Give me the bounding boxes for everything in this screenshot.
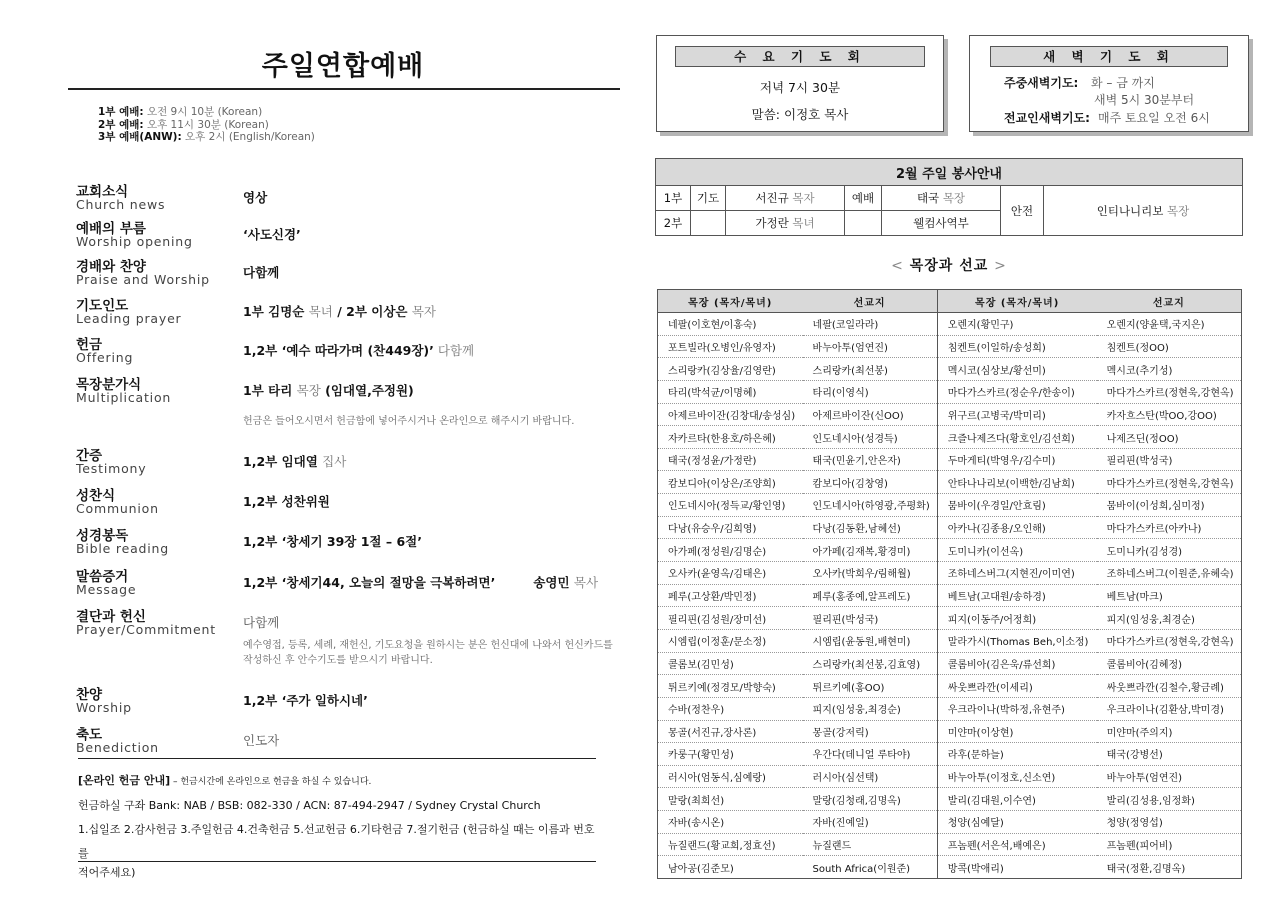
service-time-3: 3부 예배(ANW): 오후 2시 (English/Korean) bbox=[98, 131, 315, 143]
cell-mission-field: 마다가스카르(정현욱,강현옥) bbox=[1097, 471, 1242, 494]
cell-group: 캄보디아(이상은/조양희) bbox=[658, 471, 803, 494]
table-row: 2부 가정란 목녀 웰컴사역부 bbox=[656, 211, 1243, 236]
cell-mission-field: 마다가스카르(정현욱,강현옥) bbox=[1097, 380, 1242, 403]
table-row bbox=[658, 697, 1242, 720]
table-row bbox=[658, 652, 1242, 675]
cell-group: 우크라이나(박하정,유현주) bbox=[937, 697, 1096, 720]
order-item-korean: 찬양 bbox=[76, 687, 103, 703]
cell-mission-field: 발리(김성용,임정화) bbox=[1097, 788, 1242, 811]
offering-types: 1.십일조 2.감사헌금 3.주일헌금 4.건축헌금 5.선교헌금 6.기타헌금 7.절기헌금 (헌금하실 때는 이름과 번호를 bbox=[78, 823, 595, 860]
cell-mission-field: 타리(이영식) bbox=[803, 380, 938, 403]
cell-group: 남아공(김준모) bbox=[658, 856, 803, 879]
order-item-korean: 축도 bbox=[76, 727, 103, 743]
cell-mission-field: 우크라이나(김환삼,박미경) bbox=[1097, 697, 1242, 720]
cell-mission-field: 피지(임성웅,최경순) bbox=[803, 697, 938, 720]
cell-mission-field: 아제르바이잔(신OO) bbox=[803, 403, 938, 426]
cell-group: 필리핀(김성원/장미선) bbox=[658, 607, 803, 630]
mission-header-cell: 목장 (목자/목녀) bbox=[658, 290, 803, 313]
cell-mission-field: 청양(정영섭) bbox=[1097, 811, 1242, 834]
cell-group: 포트빌라(오병인/유영자) bbox=[658, 335, 803, 358]
cell-mission-field: 피지(임성웅,최경순) bbox=[1097, 607, 1242, 630]
cell-group: 아가페(정성원/김명순) bbox=[658, 539, 803, 562]
dawn-prayer-box bbox=[969, 35, 1249, 132]
cell-group: 자바(송시온) bbox=[658, 811, 803, 834]
cell-mission-field: 페루(홍종예,알프레도) bbox=[803, 584, 938, 607]
table-row bbox=[658, 539, 1242, 562]
online-offering-heading: [온라인 헌금 안내] – 헌금시간에 온라인으로 헌금을 하실 수 있습니다. bbox=[78, 774, 372, 787]
cell-group: 프놈펜(서은석,배예은) bbox=[937, 833, 1096, 856]
cell-mission-field: 콜롬비아(김혜정) bbox=[1097, 652, 1242, 675]
wednesday-prayer-box bbox=[656, 35, 944, 132]
cell-mission-field: 마다가스카르(아카나) bbox=[1097, 516, 1242, 539]
mission-header-cell: 목장 (목자/목녀) bbox=[937, 290, 1096, 313]
order-item-english: Leading prayer bbox=[76, 311, 182, 326]
order-item-english: Benediction bbox=[76, 740, 159, 755]
cell-group: 아제르바이잔(김창대/송성심) bbox=[658, 403, 803, 426]
cell-group: 페루(고상환/박민정) bbox=[658, 584, 803, 607]
table-row bbox=[658, 675, 1242, 698]
cell-group: 뭄바이(우경일/안효림) bbox=[937, 494, 1096, 517]
mission-table bbox=[657, 289, 1242, 879]
mission-header-cell: 선교지 bbox=[803, 290, 938, 313]
cell-mission-field: 다낭(김동환,남혜선) bbox=[803, 516, 938, 539]
table-row bbox=[658, 584, 1242, 607]
table-row bbox=[658, 833, 1242, 856]
table-row bbox=[658, 743, 1242, 766]
order-item-detail: 1,2부 ‘창세기 39장 1절 – 6절’ bbox=[243, 534, 422, 549]
table-row bbox=[658, 335, 1242, 358]
cell-group: 안타나나리보(이백한/김남희) bbox=[937, 471, 1096, 494]
cell-group: 조하네스버그(지현진/이미연) bbox=[937, 562, 1096, 585]
cell-mission-field: 캄보디아(김창영) bbox=[803, 471, 938, 494]
order-item-korean: 경배와 찬양 bbox=[76, 259, 146, 275]
cell-group: 베트남(고대원/송하경) bbox=[937, 584, 1096, 607]
cell-mission-field: 말랑(김청래,김명옥) bbox=[803, 788, 938, 811]
service-schedule-title: 2월 주일 봉사안내 bbox=[656, 159, 1243, 186]
service-time-1: 1부 예배: 오전 9시 10분 (Korean) bbox=[98, 106, 263, 118]
cell-mission-field: 인도네시아(성경득) bbox=[803, 426, 938, 449]
cell-mission-field: 오사카(박희우/림해월) bbox=[803, 562, 938, 585]
order-item-english: Prayer/Commitment bbox=[76, 622, 216, 637]
cell-mission-field: 멕시코(추기성) bbox=[1097, 358, 1242, 381]
order-item-english: Bible reading bbox=[76, 541, 169, 556]
wednesday-prayer-time: 저녁 7시 30분 bbox=[759, 80, 841, 95]
table-row bbox=[658, 471, 1242, 494]
all-church-dawn-time: 매주 토요일 오전 6시 bbox=[1098, 111, 1210, 125]
wednesday-prayer-message: 말씀: 이정호 목사 bbox=[751, 107, 849, 122]
cell-mission-field: 나제즈딘(정OO) bbox=[1097, 426, 1242, 449]
table-row bbox=[658, 562, 1242, 585]
cell-mission-field: 마다가스카르(정현욱,강현옥) bbox=[1097, 629, 1242, 652]
cell-mission-field: 바누아투(엄연진) bbox=[1097, 765, 1242, 788]
table-row bbox=[658, 607, 1242, 630]
cell-group: 침켄트(이일하/송성희) bbox=[937, 335, 1096, 358]
cell-mission-field: 태국(강병선) bbox=[1097, 743, 1242, 766]
cell-group: 오사카(윤영옥/김태은) bbox=[658, 562, 803, 585]
cell-mission-field: 우간다(데니얼 루타야) bbox=[803, 743, 938, 766]
cell-group: 튀르키예(정경모/박향숙) bbox=[658, 675, 803, 698]
weekday-dawn-label: 주중새벽기도: bbox=[1004, 76, 1079, 90]
cell-mission-field: 시엠립(윤동원,배현미) bbox=[803, 629, 938, 652]
cell-group: 멕시코(심상보/황선미) bbox=[937, 358, 1096, 381]
order-item-detail: 인도자 bbox=[243, 733, 280, 748]
order-item-english: Praise and Worship bbox=[76, 272, 210, 287]
order-item-detail: 다함께 bbox=[243, 265, 280, 280]
cell-group: 방콕(박애리) bbox=[937, 856, 1096, 879]
cell-mission-field: 카자흐스탄(박OO,강OO) bbox=[1097, 403, 1242, 426]
mission-table-header bbox=[658, 290, 1242, 313]
weekday-dawn-days: 화 – 금 까지 bbox=[1091, 76, 1155, 90]
order-item-english: Offering bbox=[76, 350, 134, 365]
order-item-detail: ‘사도신경’ bbox=[243, 227, 301, 242]
cell-mission-field: 스리랑카(최선봉) bbox=[803, 358, 938, 381]
order-item-korean: 결단과 헌신 bbox=[76, 609, 146, 625]
cell-group: 도미니카(이선옥) bbox=[937, 539, 1096, 562]
cell-group: 콜롬비아(김은욱/류선희) bbox=[937, 652, 1096, 675]
page-title: 주일연합예배 bbox=[261, 51, 425, 82]
cell-mission-field: 몽골(강저릭) bbox=[803, 720, 938, 743]
table-row bbox=[658, 516, 1242, 539]
order-item-english: Church news bbox=[76, 197, 166, 212]
cell-mission-field: 미얀마(주의지) bbox=[1097, 720, 1242, 743]
cell-mission-field: 뭄바이(이성희,심미정) bbox=[1097, 494, 1242, 517]
cell-group: 미얀마(이상현) bbox=[937, 720, 1096, 743]
cell-mission-field: 태국(정환,김명옥) bbox=[1097, 856, 1242, 879]
cell-group: 아카나(김종용/오인해) bbox=[937, 516, 1096, 539]
order-item-detail: 1,2부 ‘창세기44, 오늘의 절망을 극복하려면’ 송영민 목사 bbox=[243, 575, 599, 590]
cell-group: 라후(문하늘) bbox=[937, 743, 1096, 766]
service-times bbox=[98, 106, 315, 144]
cell-group: 위구르(고병국/박미리) bbox=[937, 403, 1096, 426]
table-row bbox=[658, 380, 1242, 403]
cell-group: 말랑(최희선) bbox=[658, 788, 803, 811]
order-item-english: Multiplication bbox=[76, 390, 172, 405]
cell-group: 스리랑카(김상율/김영란) bbox=[658, 358, 803, 381]
cell-mission-field: 필리핀(박성국) bbox=[1097, 448, 1242, 471]
order-item-english: Testimony bbox=[76, 461, 147, 476]
table-row bbox=[658, 765, 1242, 788]
mission-header-cell: 선교지 bbox=[1097, 290, 1242, 313]
cell-mission-field: 싸웃쁘라깐(김철수,황금례) bbox=[1097, 675, 1242, 698]
cell-group: 수바(정찬우) bbox=[658, 697, 803, 720]
cell-group: 오렌지(황민구) bbox=[937, 313, 1096, 336]
order-item-detail: 영상 bbox=[243, 190, 268, 205]
cell-group: 러시아(엄동식,심예랑) bbox=[658, 765, 803, 788]
order-item-english: Communion bbox=[76, 501, 159, 516]
cell-group: 콜롬보(김민성) bbox=[658, 652, 803, 675]
offering-note: 헌금은 들어오시면서 헌금함에 넣어주시거나 온라인으로 해주시기 바랍니다. bbox=[243, 416, 575, 427]
cell-mission-field: 튀르키예(홍OO) bbox=[803, 675, 938, 698]
table-row bbox=[658, 788, 1242, 811]
cell-mission-field: 도미니카(김성경) bbox=[1097, 539, 1242, 562]
cell-group: 카룽구(황민성) bbox=[658, 743, 803, 766]
weekday-dawn-time: 새벽 5시 30분부터 bbox=[1094, 93, 1195, 107]
online-offering-info bbox=[78, 758, 596, 879]
table-row bbox=[658, 403, 1242, 426]
table-row: 1부 기도 서진규 목자 예배 태국 목장 안전 인티나니리보 목장 bbox=[656, 186, 1243, 211]
table-row bbox=[658, 629, 1242, 652]
cell-group: 자카르타(한용호/하은혜) bbox=[658, 426, 803, 449]
cell-group: 몽골(서진규,장사론) bbox=[658, 720, 803, 743]
table-row bbox=[658, 856, 1242, 879]
order-item-english: Message bbox=[76, 582, 137, 597]
cell-group: 싸웃쁘라깐(이세리) bbox=[937, 675, 1096, 698]
cell-group: 청양(심예달) bbox=[937, 811, 1096, 834]
cell-mission-field: 아가페(김재복,황경미) bbox=[803, 539, 938, 562]
cell-mission-field: 침켄트(정OO) bbox=[1097, 335, 1242, 358]
order-item-detail: 1부 타리 목장 (임대열,주정원) bbox=[243, 383, 414, 398]
cell-group: 네팔(이호현/이홍숙) bbox=[658, 313, 803, 336]
cell-mission-field: 오렌지(양윤택,국지은) bbox=[1097, 313, 1242, 336]
order-item-korean: 말씀증거 bbox=[76, 569, 129, 585]
table-row bbox=[658, 313, 1242, 336]
order-item-korean: 예배의 부름 bbox=[76, 221, 146, 237]
service-time-2: 2부 예배: 오후 11시 30분 (Korean) bbox=[98, 118, 269, 131]
order-item-korean: 헌금 bbox=[76, 337, 103, 353]
cell-mission-field: 러시아(심선택) bbox=[803, 765, 938, 788]
table-row bbox=[658, 358, 1242, 381]
service-schedule-table bbox=[655, 158, 1243, 236]
commitment-note: 예수영접, 등록, 세례, 재헌신, 기도요청을 원하시는 분은 헌신대에 나와서 헌신카드를 작성하신 후 안수기도를 받으시기 바랍니다. bbox=[243, 640, 613, 666]
cell-group: 다낭(유승우/김희영) bbox=[658, 516, 803, 539]
cell-mission-field: 네팔(코일라라) bbox=[803, 313, 938, 336]
table-row bbox=[658, 426, 1242, 449]
cell-mission-field: 스리랑카(최선봉,김효영) bbox=[803, 652, 938, 675]
order-item-detail: 다함께 bbox=[243, 615, 280, 630]
cell-group: 마다가스카르(정순우/한송이) bbox=[937, 380, 1096, 403]
table-row bbox=[658, 494, 1242, 517]
bank-account: 헌금하실 구좌 Bank: NAB / BSB: 082-330 / ACN: 87-494-2947 / Sydney Crystal Church bbox=[78, 799, 541, 812]
cell-group: 발리(김대원,이수연) bbox=[937, 788, 1096, 811]
cell-group: 두마게티(박영우/김수미) bbox=[937, 448, 1096, 471]
order-item-detail: 1,2부 임대열 집사 bbox=[243, 454, 347, 469]
cell-mission-field: 바누아투(엄연진) bbox=[803, 335, 938, 358]
cell-mission-field: 필리핀(박성국) bbox=[803, 607, 938, 630]
order-item-korean: 기도인도 bbox=[76, 298, 129, 314]
cell-mission-field: 베트남(마크) bbox=[1097, 584, 1242, 607]
cell-mission-field: 태국(민윤기,안은자) bbox=[803, 448, 938, 471]
table-row bbox=[658, 720, 1242, 743]
cell-group: 인도네시아(정득교/황인영) bbox=[658, 494, 803, 517]
order-item-detail: 1,2부 ‘예수 따라가며 (찬449장)’ 다함께 bbox=[243, 343, 475, 358]
title-divider bbox=[68, 88, 620, 90]
cell-group: 시엠립(이정훈/문소정) bbox=[658, 629, 803, 652]
order-item-detail: 1,2부 성찬위원 bbox=[243, 494, 330, 509]
cell-mission-field: South Africa(이원준) bbox=[803, 856, 938, 879]
cell-group: 뉴질랜드(황교희,정효선) bbox=[658, 833, 803, 856]
cell-mission-field: 조하네스버그(이원준,유혜숙) bbox=[1097, 562, 1242, 585]
table-row bbox=[658, 811, 1242, 834]
order-item-korean: 간증 bbox=[76, 448, 103, 464]
order-item-korean: 교회소식 bbox=[76, 184, 129, 200]
order-item-korean: 성경봉독 bbox=[76, 528, 129, 544]
cell-mission-field: 프놈펜(피어비) bbox=[1097, 833, 1242, 856]
cell-group: 태국(정성윤/가정란) bbox=[658, 448, 803, 471]
cell-mission-field: 인도네시아(하영광,주평화) bbox=[803, 494, 938, 517]
order-item-korean: 성찬식 bbox=[76, 488, 116, 504]
cell-mission-field: 뉴질랜드 bbox=[803, 833, 938, 856]
table-row bbox=[658, 448, 1242, 471]
offering-types-cont: 적어주세요) bbox=[78, 866, 136, 879]
order-item-detail: 1부 김명순 목녀 / 2부 이상은 목자 bbox=[243, 304, 436, 319]
order-item-detail: 1,2부 ‘주가 일하시네’ bbox=[243, 693, 368, 708]
all-church-dawn-label: 전교인새벽기도: bbox=[1004, 111, 1090, 125]
order-item-english: Worship opening bbox=[76, 234, 193, 249]
wednesday-prayer-title: 수 요 기 도 회 bbox=[675, 46, 925, 67]
order-item-english: Worship bbox=[76, 700, 132, 715]
mission-section-title: < 목장과 선교 > bbox=[891, 258, 1007, 274]
cell-mission-field: 자바(진예일) bbox=[803, 811, 938, 834]
cell-group: 크즐나제즈다(황호인/김선희) bbox=[937, 426, 1096, 449]
cell-group: 피지(이동주/어정희) bbox=[937, 607, 1096, 630]
dawn-prayer-title: 새 벽 기 도 회 bbox=[990, 46, 1228, 67]
cell-group: 말라가시(Thomas Beh,이소정) bbox=[937, 629, 1096, 652]
order-item-korean: 목장분가식 bbox=[76, 377, 142, 393]
cell-group: 타리(박석균/이명혜) bbox=[658, 380, 803, 403]
cell-group: 바누아투(이정호,신소연) bbox=[937, 765, 1096, 788]
